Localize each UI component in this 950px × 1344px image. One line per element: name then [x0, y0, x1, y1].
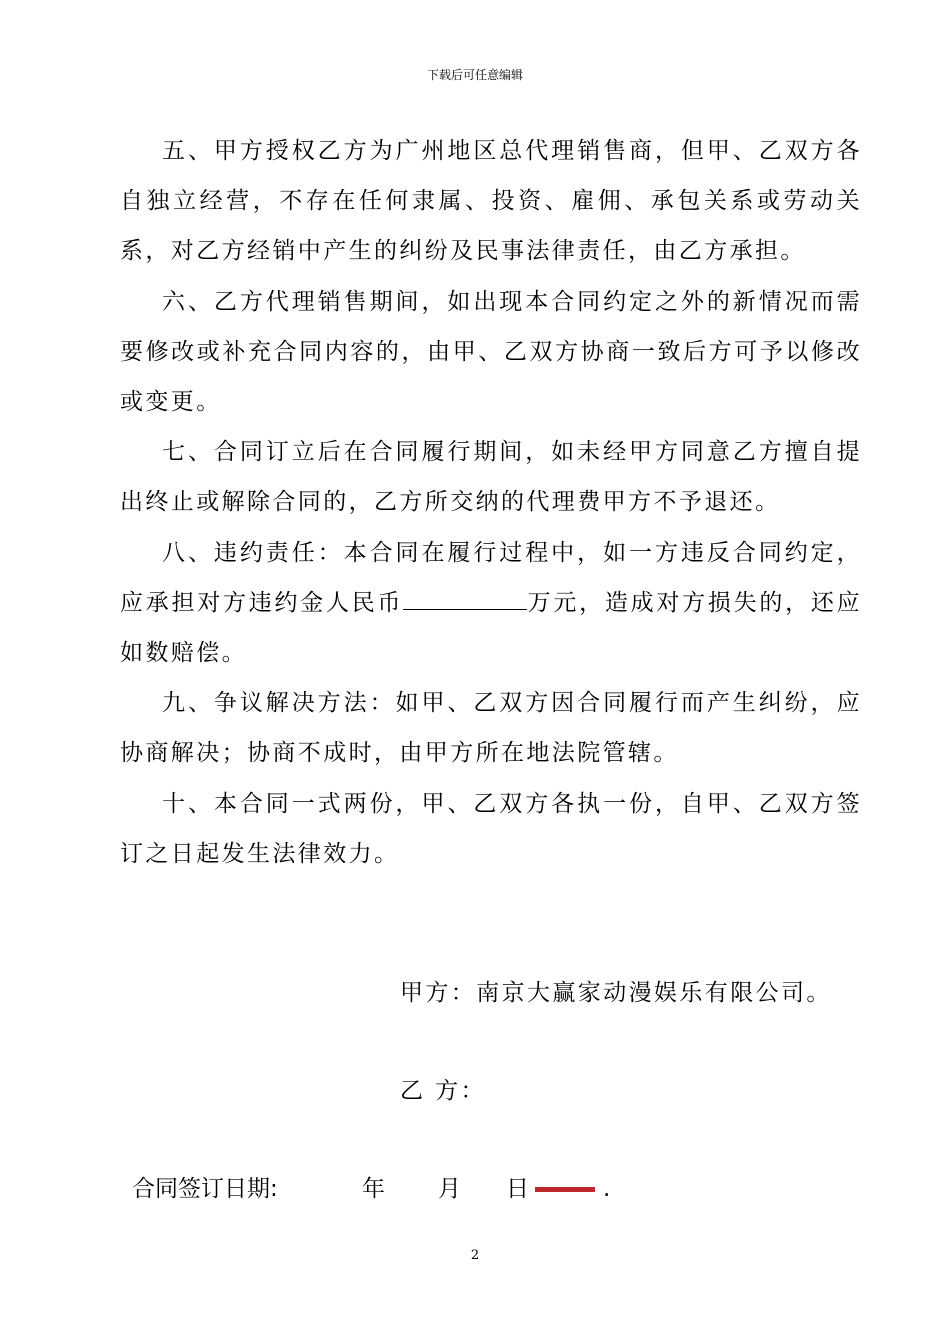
clause-eight — [120, 528, 862, 679]
contract-body — [120, 126, 862, 879]
party-b-signature: 乙 方： — [400, 1078, 486, 1104]
clause-five: 五、甲方授权乙方为广州地区总代理销售商，但甲、乙双方各自独立经营，不存在任何隶属、投资、雇佣、承包关系或劳动关系，对乙方经销中产生的纠纷及民事法律责任，由乙方承担。 — [120, 138, 862, 265]
signing-date-label: 合同签订日期: — [132, 1176, 278, 1202]
amount-blank-field[interactable] — [403, 589, 527, 610]
signing-date-line — [132, 1170, 610, 1203]
clause-nine: 九、争议解决方法：如甲、乙双方因合同履行而产生纠纷，应协商解决；协商不成时，由甲方所在地法院管辖。 — [120, 690, 862, 767]
page-number: 2 — [470, 1248, 480, 1263]
date-end-mark: . — [603, 1176, 611, 1202]
clause-ten: 十、本合同一式两份，甲、乙双方各执一份，自甲、乙双方签订之日起发生法律效力。 — [120, 790, 862, 867]
page-header: 下载后可任意编辑 — [426, 68, 523, 82]
clause-seven: 七、合同订立后在合同履行期间，如未经甲方同意乙方擅自提出终止或解除合同的，乙方所交纳的代理费甲方不予退还。 — [120, 439, 862, 516]
red-underline-mark — [535, 1187, 595, 1192]
date-year-label: 年 — [362, 1176, 385, 1202]
clause-six: 六、乙方代理销售期间，如出现本合同约定之外的新情况而需要修改或补充合同内容的，由甲、乙双方协商一致后方可予以修改或变更。 — [120, 288, 862, 416]
clause-eight-before: 八、违约责任：本合同在履行过程中，如一方违反合同约定，应承担对方违约金人民币 — [120, 539, 862, 616]
date-month-label: 月 — [438, 1176, 461, 1202]
clause-eight-after: 万元，造成对方损失的，还应如数赔偿。 — [120, 589, 862, 667]
party-a-signature: 甲方：南京大赢家动漫娱乐有限公司。 — [400, 980, 832, 1006]
date-day-label: 日 — [506, 1176, 529, 1202]
